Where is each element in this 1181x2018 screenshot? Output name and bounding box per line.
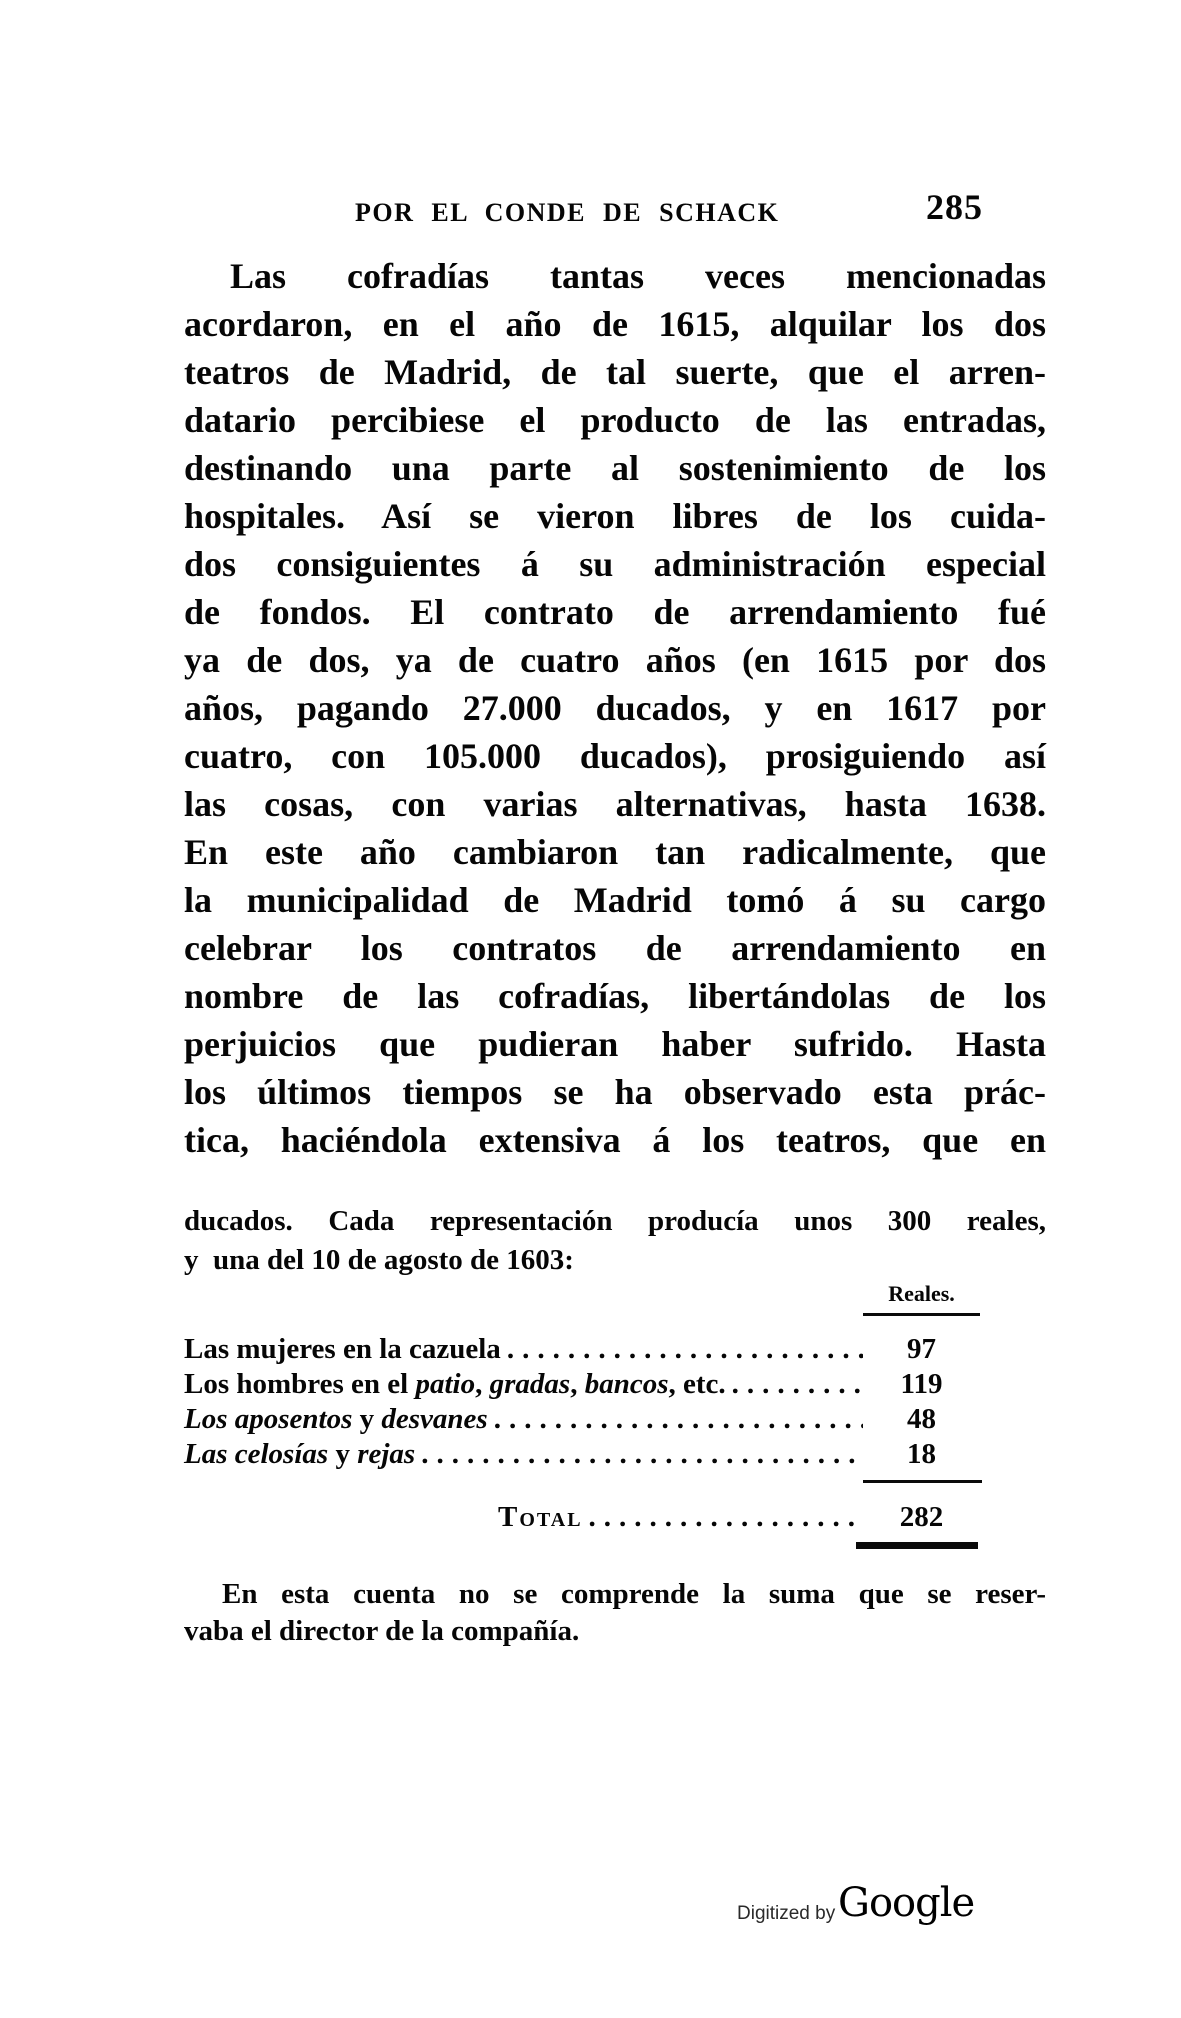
table-row-label	[184, 1437, 415, 1472]
total-value: 282	[899, 1501, 944, 1533]
table-row	[184, 1437, 980, 1472]
table-row-label-segment: Los aposentos	[184, 1403, 353, 1435]
body-line: acordaron, en el año de 1615, alquilar los dos	[184, 304, 1046, 344]
dot-leader	[501, 1332, 863, 1367]
footnote-table	[184, 1332, 980, 1472]
table-total-rule	[863, 1480, 982, 1483]
table-row-label-segment: bancos	[584, 1368, 669, 1400]
table-row	[184, 1367, 980, 1402]
body-line: Las cofradías tantas veces mencionadas	[230, 256, 1046, 296]
dot-leader	[583, 1498, 863, 1536]
body-line: dos consiguientes á su administración especial	[184, 544, 1046, 584]
table-cell-value: 18	[907, 1438, 936, 1470]
table-row	[184, 1332, 980, 1367]
total-label: Total	[498, 1501, 583, 1533]
body-line: hospitales. Así se vieron libres de los cuida-	[184, 496, 1046, 536]
table-row-label-segment: rejas	[357, 1438, 416, 1470]
running-title: POR EL CONDE DE SCHACK	[355, 198, 780, 227]
body-line: perjuicios que pudieran haber sufrido. Hasta	[184, 1024, 1046, 1064]
table-total-row	[184, 1498, 980, 1536]
body-line: los últimos tiempos se ha observado esta prác-	[184, 1072, 1046, 1112]
table-cell-value: 97	[907, 1333, 936, 1365]
footnote-line: vaba el director de la compañía.	[184, 1615, 580, 1647]
dot-leader	[726, 1367, 863, 1402]
table-row-label	[184, 1332, 501, 1367]
page-number: 285	[926, 187, 983, 227]
body-line: tica, haciéndola extensiva á los teatros, que en	[184, 1120, 1046, 1160]
body-line: datario percibiese el producto de las entradas,	[184, 400, 1046, 440]
body-line: la municipalidad de Madrid tomó á su cargo	[184, 880, 1046, 920]
footnote-intro	[184, 1202, 1046, 1280]
footnote-line: y una del 10 de agosto de 1603:	[184, 1244, 574, 1276]
table-row-label-segment: ,	[475, 1368, 490, 1400]
body-line: En este año cambiaron tan radicalmente, que	[184, 832, 1046, 872]
body-line: destinando una parte al sostenimiento de los	[184, 448, 1046, 488]
body-line: nombre de las cofradías, libertándolas de los	[184, 976, 1046, 1016]
table-cell-value: 48	[907, 1403, 936, 1435]
table-row	[184, 1402, 980, 1437]
footnote-note	[184, 1576, 1046, 1650]
body-line: de fondos. El contrato de arrendamiento fué	[184, 592, 1046, 632]
table-header-rule	[863, 1313, 980, 1316]
dot-leader	[415, 1437, 863, 1472]
table-row-label-segment: desvanes	[381, 1403, 488, 1435]
main-paragraph	[184, 252, 1046, 1164]
table-row-label-segment: gradas	[489, 1368, 571, 1400]
table-column-header: Reales.	[888, 1281, 955, 1306]
table-row-label-segment: y	[328, 1438, 358, 1470]
google-logo: Google	[838, 1880, 975, 1926]
footnote-line: ducados. Cada representación producía unos 300 reales,	[184, 1205, 1046, 1237]
table-row-label	[184, 1367, 726, 1402]
table-row-label-segment: , etc.	[668, 1368, 726, 1400]
body-line: ya de dos, ya de cuatro años (en 1615 por dos	[184, 640, 1046, 680]
table-row-label-segment: y	[352, 1403, 382, 1435]
dot-leader	[488, 1402, 863, 1437]
body-line: celebrar los contratos de arrendamiento en	[184, 928, 1046, 968]
body-line: las cosas, con varias alternativas, hasta 1638.	[184, 784, 1046, 824]
body-line: años, pagando 27.000 ducados, y en 1617 por	[184, 688, 1046, 728]
table-row-label-segment: patio	[415, 1368, 476, 1400]
table-bottom-rule	[856, 1542, 978, 1549]
table-cell-value: 119	[900, 1368, 943, 1400]
footnote-line: En esta cuenta no se comprende la suma que se reser-	[222, 1578, 1046, 1610]
table-row-label-segment: Las mujeres en la cazuela	[184, 1333, 501, 1365]
body-line: teatros de Madrid, de tal suerte, que el arren-	[184, 352, 1046, 392]
body-line: cuatro, con 105.000 ducados), prosiguiendo así	[184, 736, 1046, 776]
table-row-label	[184, 1402, 488, 1437]
digitized-by-label: Digitized by	[737, 1903, 836, 1924]
table-row-label-segment: Las celosías	[184, 1438, 329, 1470]
table-row-label-segment: ,	[570, 1368, 585, 1400]
table-row-label-segment: Los hombres en el	[184, 1368, 416, 1400]
